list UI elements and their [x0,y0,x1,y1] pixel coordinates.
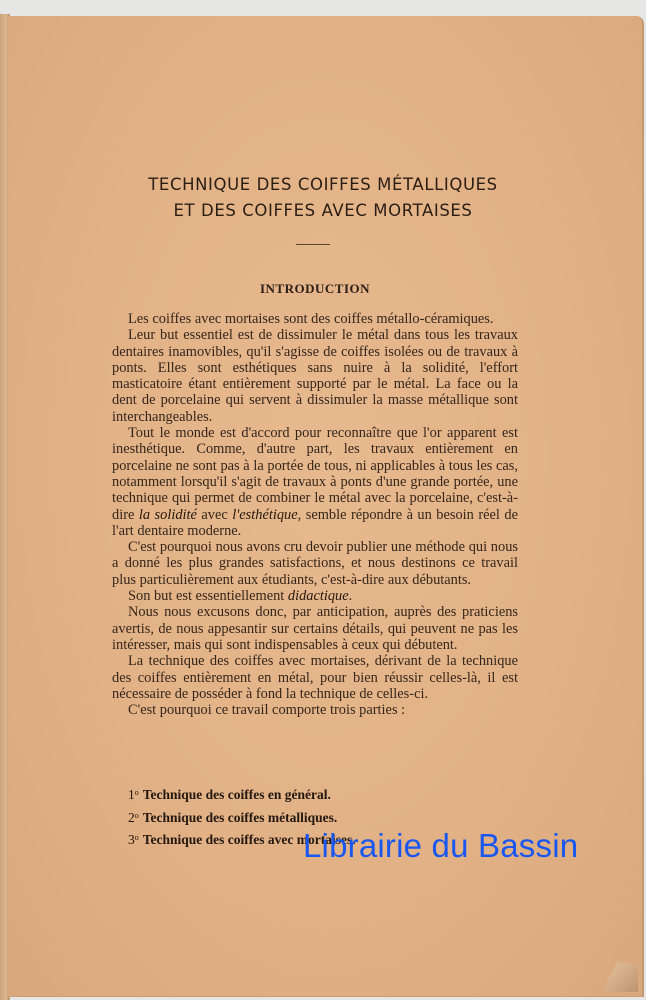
paragraph: Les coiffes avec mortaises sont des coiffes métallo-céramiques. [128,311,494,327]
paragraph: C'est pourquoi nous avons cru devoir publier une méthode qui nous a donné les plus grandes satisfactions, et nous destinons ce travail plus particulièrement aux étudiants, c'est-à-dire aux débutants. [112,539,518,588]
list-number: 1$^o$ [128,787,139,802]
paragraph [112,425,518,539]
list-label: Technique des coiffes en général. [142,787,331,802]
title-line-2: ET DES COIFFES AVEC MORTAISES [173,201,473,220]
emphasis-text: l'esthétique [232,506,298,523]
paragraph [112,588,518,604]
paragraph-text: , semble répondre à un besoin réel de l'art dentaire moderne. [112,506,518,539]
title-line-1: TECHNIQUE DES COIFFES MÉTALLIQUES [148,175,498,194]
list-item [128,806,356,829]
list-label: Technique des coiffes métalliques. [142,809,338,825]
watermark-text: Librairie du Bassin [303,827,579,864]
body-text [112,311,518,718]
page-title [0,172,646,224]
paragraph-text: Son but est essentiellement [128,588,288,605]
emphasis-text: didactique [287,588,349,605]
paragraph-text: . [348,588,353,605]
paragraph: Leur but essentiel est de dissimuler le métal dans tous les travaux dentaires inamovibles, qu'il s'agisse de coiffes isolées ou de travaux à ponts. Elles sont esthétiques sans nuire à la solidité, l'effort masticatoire étant entièrement supporté par le métal. La face ou la dent de porcelaine qui servent à dissimuler la masse métallique sont interchangeables. [112,327,518,425]
list-number: 2$^o$ [128,809,139,825]
title-divider [296,244,330,245]
paragraph: La technique des coiffes avec mortaises, dérivant de la technique des coiffes entièrement en métal, pour bien réussir celles-là, il est nécessaire de posséder à fond la technique de celles-ci. [112,653,518,702]
list-number: 3$^o$ [128,832,139,847]
section-heading: INTRODUCTION [259,281,370,296]
paragraph-text: avec [196,506,233,523]
paragraph: C'est pourquoi ce travail comporte trois parties : [128,702,406,719]
worn-page-corner [604,962,638,992]
list-item [128,783,356,806]
emphasis-text: la solidité [138,506,197,523]
list-label: Technique des coiffes avec mortaises. [142,832,356,847]
paragraph-text: Tout le monde est d'accord pour reconnaître que l'or apparent est inesthétique. Comme, d'autre part, les travaux entièrement en porcelaine ne sont pas à la portée de tous, ni applicables à tous les cas, notamment lorsqu'il s'agit de travaux à ponts d'une grande portée, une technique qui permet de combiner le métal avec la porcelaine, c'est-à-dire [112,425,518,523]
paragraph: Nous nous excusons donc, par anticipation, auprès des praticiens avertis, de nous appesantir sur certains détails, qui peuvent ne pas les intéresser, mais qui sont indispensables à ceux qui débutent. [112,604,518,653]
